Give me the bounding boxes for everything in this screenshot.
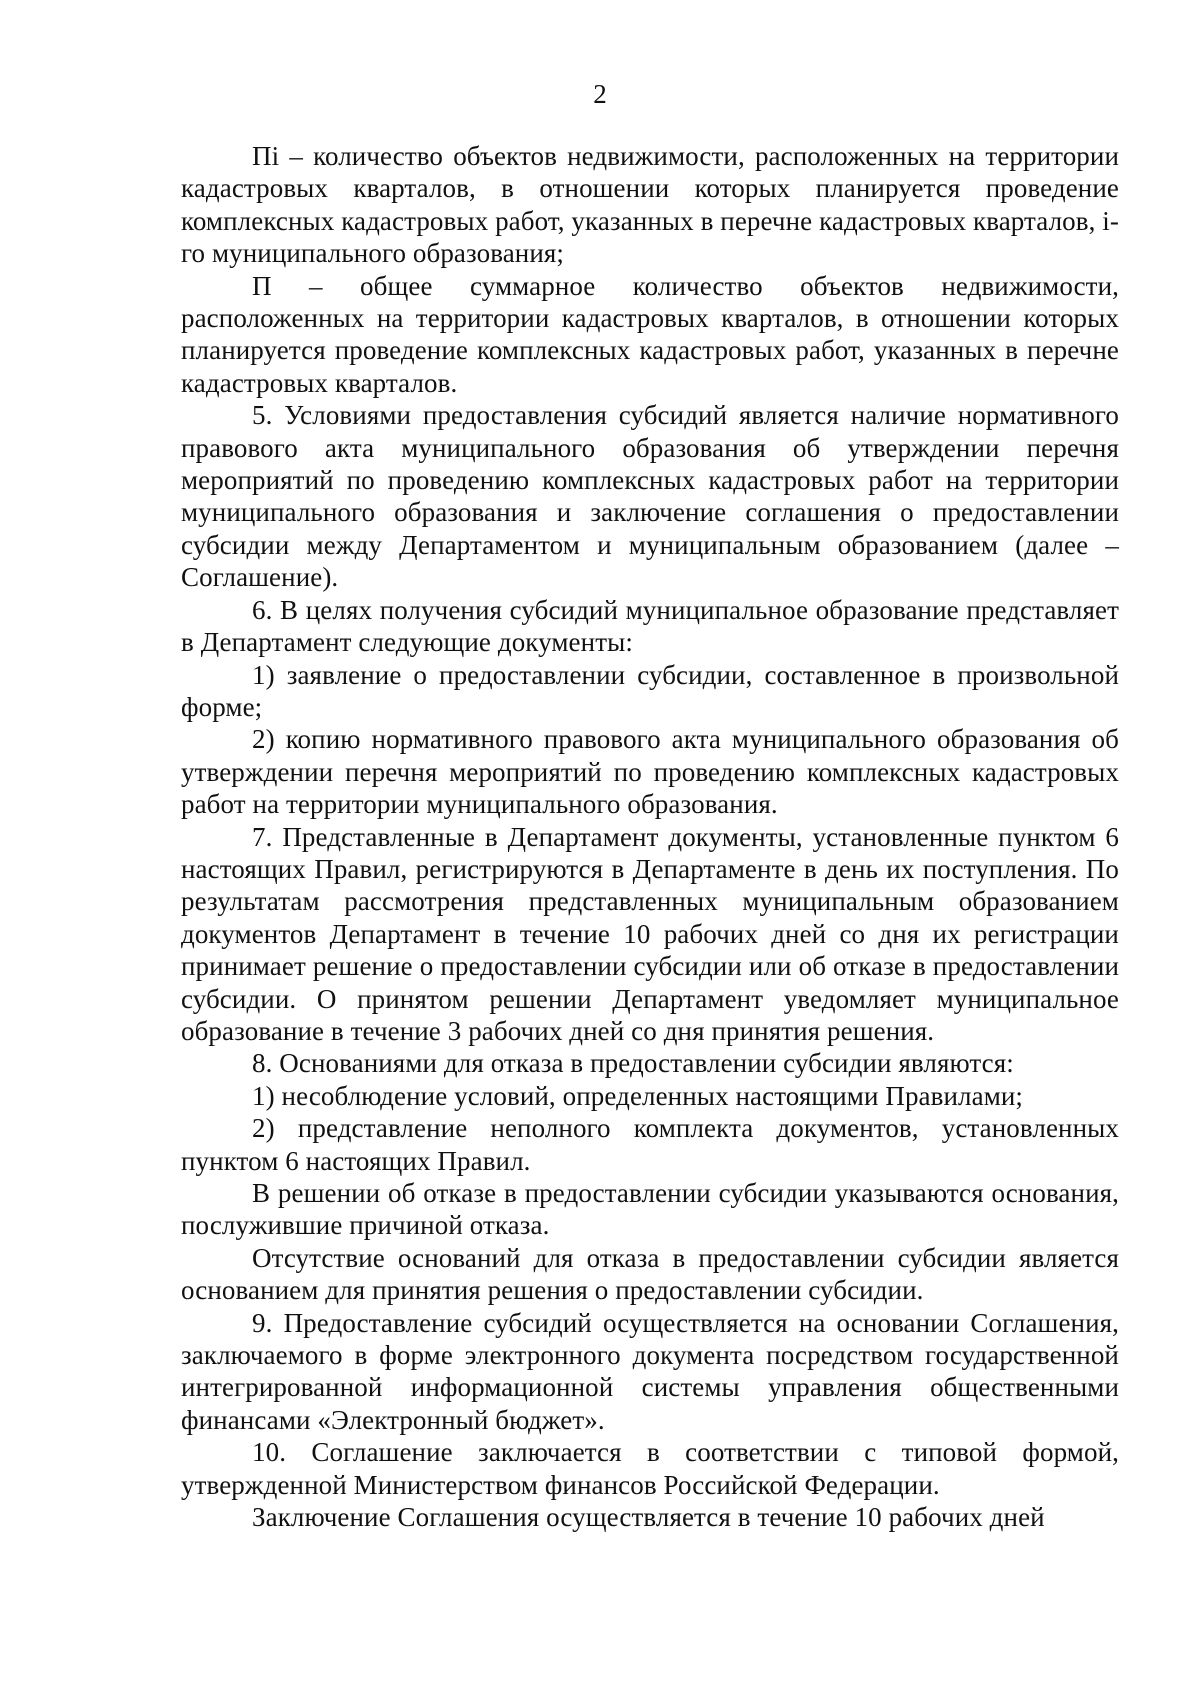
paragraph-6-documents: 6. В целях получения субсидий муниципальное образование представляет в Департамент следующие документы: — [181, 594, 1119, 658]
paragraph-5-conditions: 5. Условиями предоставления субсидий является наличие нормативного правового акта муниципального образования об утверждении перечня мероприятий по проведению комплексных кадастровых работ на территории муниципального образования и заключение соглашения о предоставлении субсидии между Департаментом и муниципальным образованием (далее – Соглашение). — [181, 400, 1119, 593]
paragraph-7-registration: 7. Представленные в Департамент документы, установленные пунктом 6 настоящих Правил, регистрируются в Департаменте в день их поступления. По результатам рассмотрения представленных муниципальным образованием документов Департамент в течение 10 рабочих дней со дня их регистрации принимает решение о предоставлении субсидии или об отказе в предоставлении субсидии. О принятом решении Департамент уведомляет муниципальное образование в течение 3 рабочих дней со дня принятия решения. — [181, 821, 1119, 1046]
paragraph-6-item-1: 1) заявление о предоставлении субсидии, составленное в произвольной форме; — [181, 659, 1119, 722]
paragraph-10-standard-form: 10. Соглашение заключается в соответствии с типовой формой, утвержденной Министерством финансов Российской Федерации. — [181, 1437, 1119, 1500]
page-number: 2 — [593, 79, 607, 109]
paragraph-6-item-2: 2) копию нормативного правового акта муниципального образования об утверждении перечня мероприятий по проведению комплексных кадастровых работ на территории муниципального образования. — [181, 724, 1119, 820]
paragraph-definition-p: П – общее суммарное количество объектов недвижимости, расположенных на территории кадастровых кварталов, в отношении которых планируется проведение комплексных кадастровых работ, указанных в перечне кадастровых кварталов. — [181, 270, 1119, 398]
document-body — [181, 140, 1119, 1533]
paragraph-8-refusal-grounds: 8. Основаниями для отказа в предоставлении субсидии являются: — [252, 1048, 1014, 1079]
paragraph-8-item-1: 1) несоблюдение условий, определенных настоящими Правилами; — [252, 1080, 1024, 1111]
paragraph-no-grounds: Отсутствие оснований для отказа в предоставлении субсидии является основанием для принятия решения о предоставлении субсидии. — [181, 1242, 1119, 1306]
paragraph-definition-pi: Пi – количество объектов недвижимости, расположенных на территории кадастровых кварталов, в отношении которых планируется проведение комплексных кадастровых работ, указанных в перечне кадастровых кварталов, i-го муниципального образования; — [181, 141, 1119, 269]
paragraph-refusal-decision: В решении об отказе в предоставлении субсидии указываются основания, послужившие причиной отказа. — [181, 1178, 1119, 1241]
paragraph-agreement-term: Заключение Соглашения осуществляется в течение 10 рабочих дней — [252, 1502, 1045, 1533]
paragraph-9-agreement: 9. Предоставление субсидий осуществляется на основании Соглашения, заключаемого в форме электронного документа посредством государственной интегрированной информационной системы управления общественными финансами «Электронный бюджет». — [181, 1307, 1119, 1435]
paragraph-8-item-2: 2) представление неполного комплекта документов, установленных пунктом 6 настоящих Правил. — [181, 1113, 1119, 1176]
